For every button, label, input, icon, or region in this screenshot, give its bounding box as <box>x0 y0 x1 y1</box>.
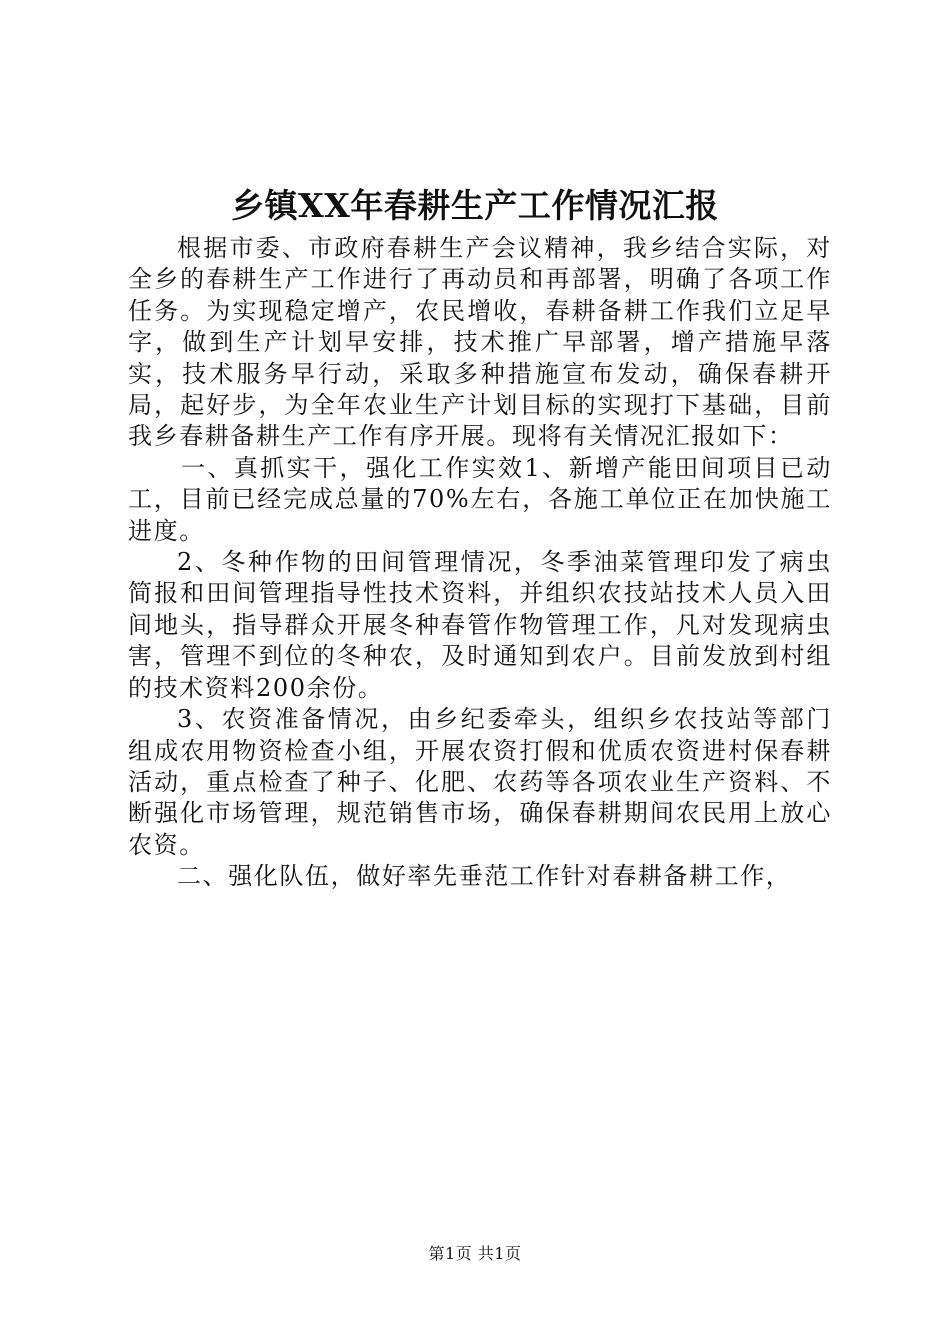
page-number-footer: 第1页 共1页 <box>428 1244 522 1263</box>
document-body <box>128 233 832 893</box>
paragraph-item-three: 3、农资准备情况，由乡纪委牵头，组织乡农技站等部门组成农用物资检查小组，开展农资打假和优质农资进村保春耕活动，重点检查了种子、化肥、农药等各项农业生产资料、不断强化市场管理，规范销售市场，确保春耕期间农民用上放心农资。 <box>128 705 832 859</box>
paragraph-intro: 根据市委、市政府春耕生产会议精神，我乡结合实际，对全乡的春耕生产工作进行了再动员和再部署，明确了各项工作任务。为实现稳定增产，农民增收，春耕备耕工作我们立足早字，做到生产计划早安排，技术推广早部署，增产措施早落实，技术服务早行动，采取多种措施宣布发动，确保春耕开局，起好步，为全年农业生产计划目标的实现打下基础，目前我乡春耕备耕生产工作有序开展。现将有关情况汇报如下： <box>128 234 832 451</box>
paragraph-section-one: 一、真抓实干，强化工作实效1、新增产能田间项目已动工，目前已经完成总量的70%左右，各施工单位正在加快施工进度。 <box>128 453 832 545</box>
paragraph-item-two: 2、冬种作物的田间管理情况，冬季油菜管理印发了病虫简报和田间管理指导性技术资料，并组织农技站技术人员入田间地头，指导群众开展冬种春管作物管理工作，凡对发现病虫害，管理不到位的冬种农，及时通知到农户。目前发放到村组的技术资料200余份。 <box>128 548 832 702</box>
paragraph-section-two: 二、强化队伍，做好率先垂范工作针对春耕备耕工作， <box>177 862 792 891</box>
document-title: 乡镇XX年春耕生产工作情况汇报 <box>231 186 719 225</box>
